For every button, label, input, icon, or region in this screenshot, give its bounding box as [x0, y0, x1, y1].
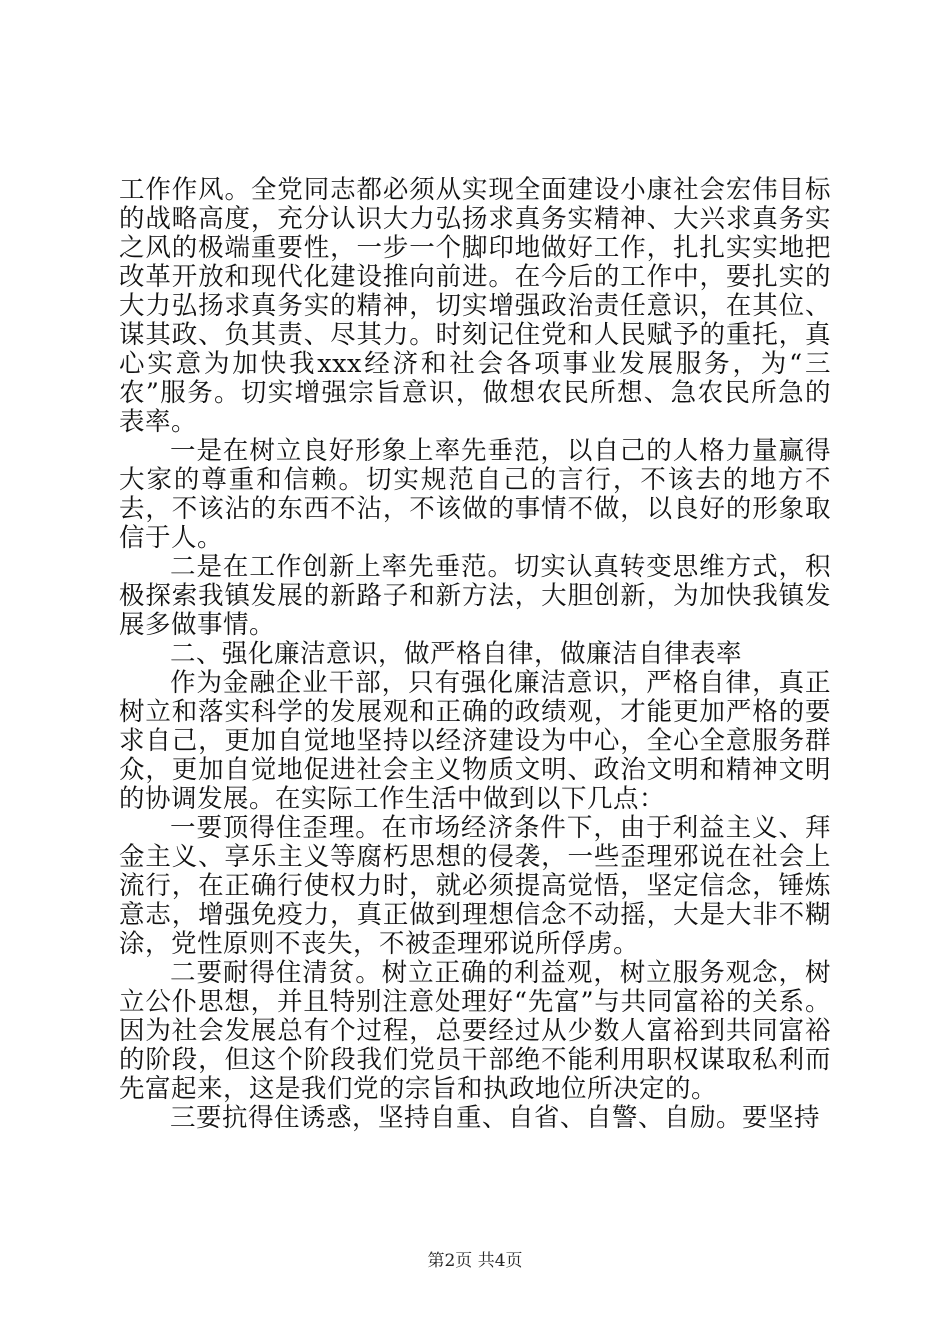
paragraph: 三要抗得住诱惑，坚持自重、自省、自警、自励。要坚持 — [170, 1103, 821, 1133]
paragraph: 二是在工作创新上率先垂范。切实认真转变思维方式，积极探索我镇发展的新路子和新方法，大胆创新，为加快我镇发展多做事情。 — [119, 552, 831, 640]
paragraph: 作为金融企业干部，只有强化廉洁意识，严格自律，真正树立和落实科学的发展观和正确的政绩观，才能更加严格的要求自己，更加自觉地坚持以经济建设为中心，全心全意服务群众，更加自觉地促进社会主义物质文明、政治文明和精神文明的协调发展。在实际工作生活中做到以下几点： — [119, 668, 831, 814]
paragraph: 工作作风。全党同志都必须从实现全面建设小康社会宏伟目标的战略高度，充分认识大力弘扬求真务实精神、大兴求真务实之风的极端重要性，一步一个脚印地做好工作，扎扎实实地把改革开放和现代化建设推向前进。在今后的工作中，要扎实的大力弘扬求真务实的精神，切实增强政治责任意识，在其位、谋其政、负其责、尽其力。时刻记住党和人民赋予的重托，真心实意为加快我xxx经济和社会各项事业发展服务，为“三农”服务。切实增强宗旨意识，做想农民所想、急农民所急的表率。 — [119, 175, 831, 437]
paragraph: 一要顶得住歪理。在市场经济条件下，由于利益主义、拜金主义、享乐主义等腐朽思想的侵袭，一些歪理邪说在社会上流行，在正确行使权力时，就必须提高觉悟，坚定信念，锤炼意志，增强免疫力，真正做到理想信念不动摇，大是大非不糊涂，党性原则不丧失，不被歪理邪说所俘虏。 — [119, 813, 831, 959]
paragraph: 二要耐得住清贫。树立正确的利益观，树立服务观念，树立公仆思想，并且特别注意处理好“先富”与共同富裕的关系。因为社会发展总有个过程，总要经过从少数人富裕到共同富裕的阶段，但这个阶段我们党员干部绝不能利用职权谋取私利而先富起来，这是我们党的宗旨和执政地位所决定的。 — [119, 958, 831, 1104]
section-heading: 二、强化廉洁意识，做严格自律，做廉洁自律表率 — [170, 639, 743, 669]
document-body — [119, 176, 831, 1133]
page-footer — [0, 1246, 950, 1271]
paragraph: 一是在树立良好形象上率先垂范，以自己的人格力量赢得大家的尊重和信赖。切实规范自己的言行，不该去的地方不去，不该沾的东西不沾，不该做的事情不做，以良好的形象取信于人。 — [119, 436, 831, 553]
page-number: 第2页 共4页 — [427, 1251, 523, 1271]
